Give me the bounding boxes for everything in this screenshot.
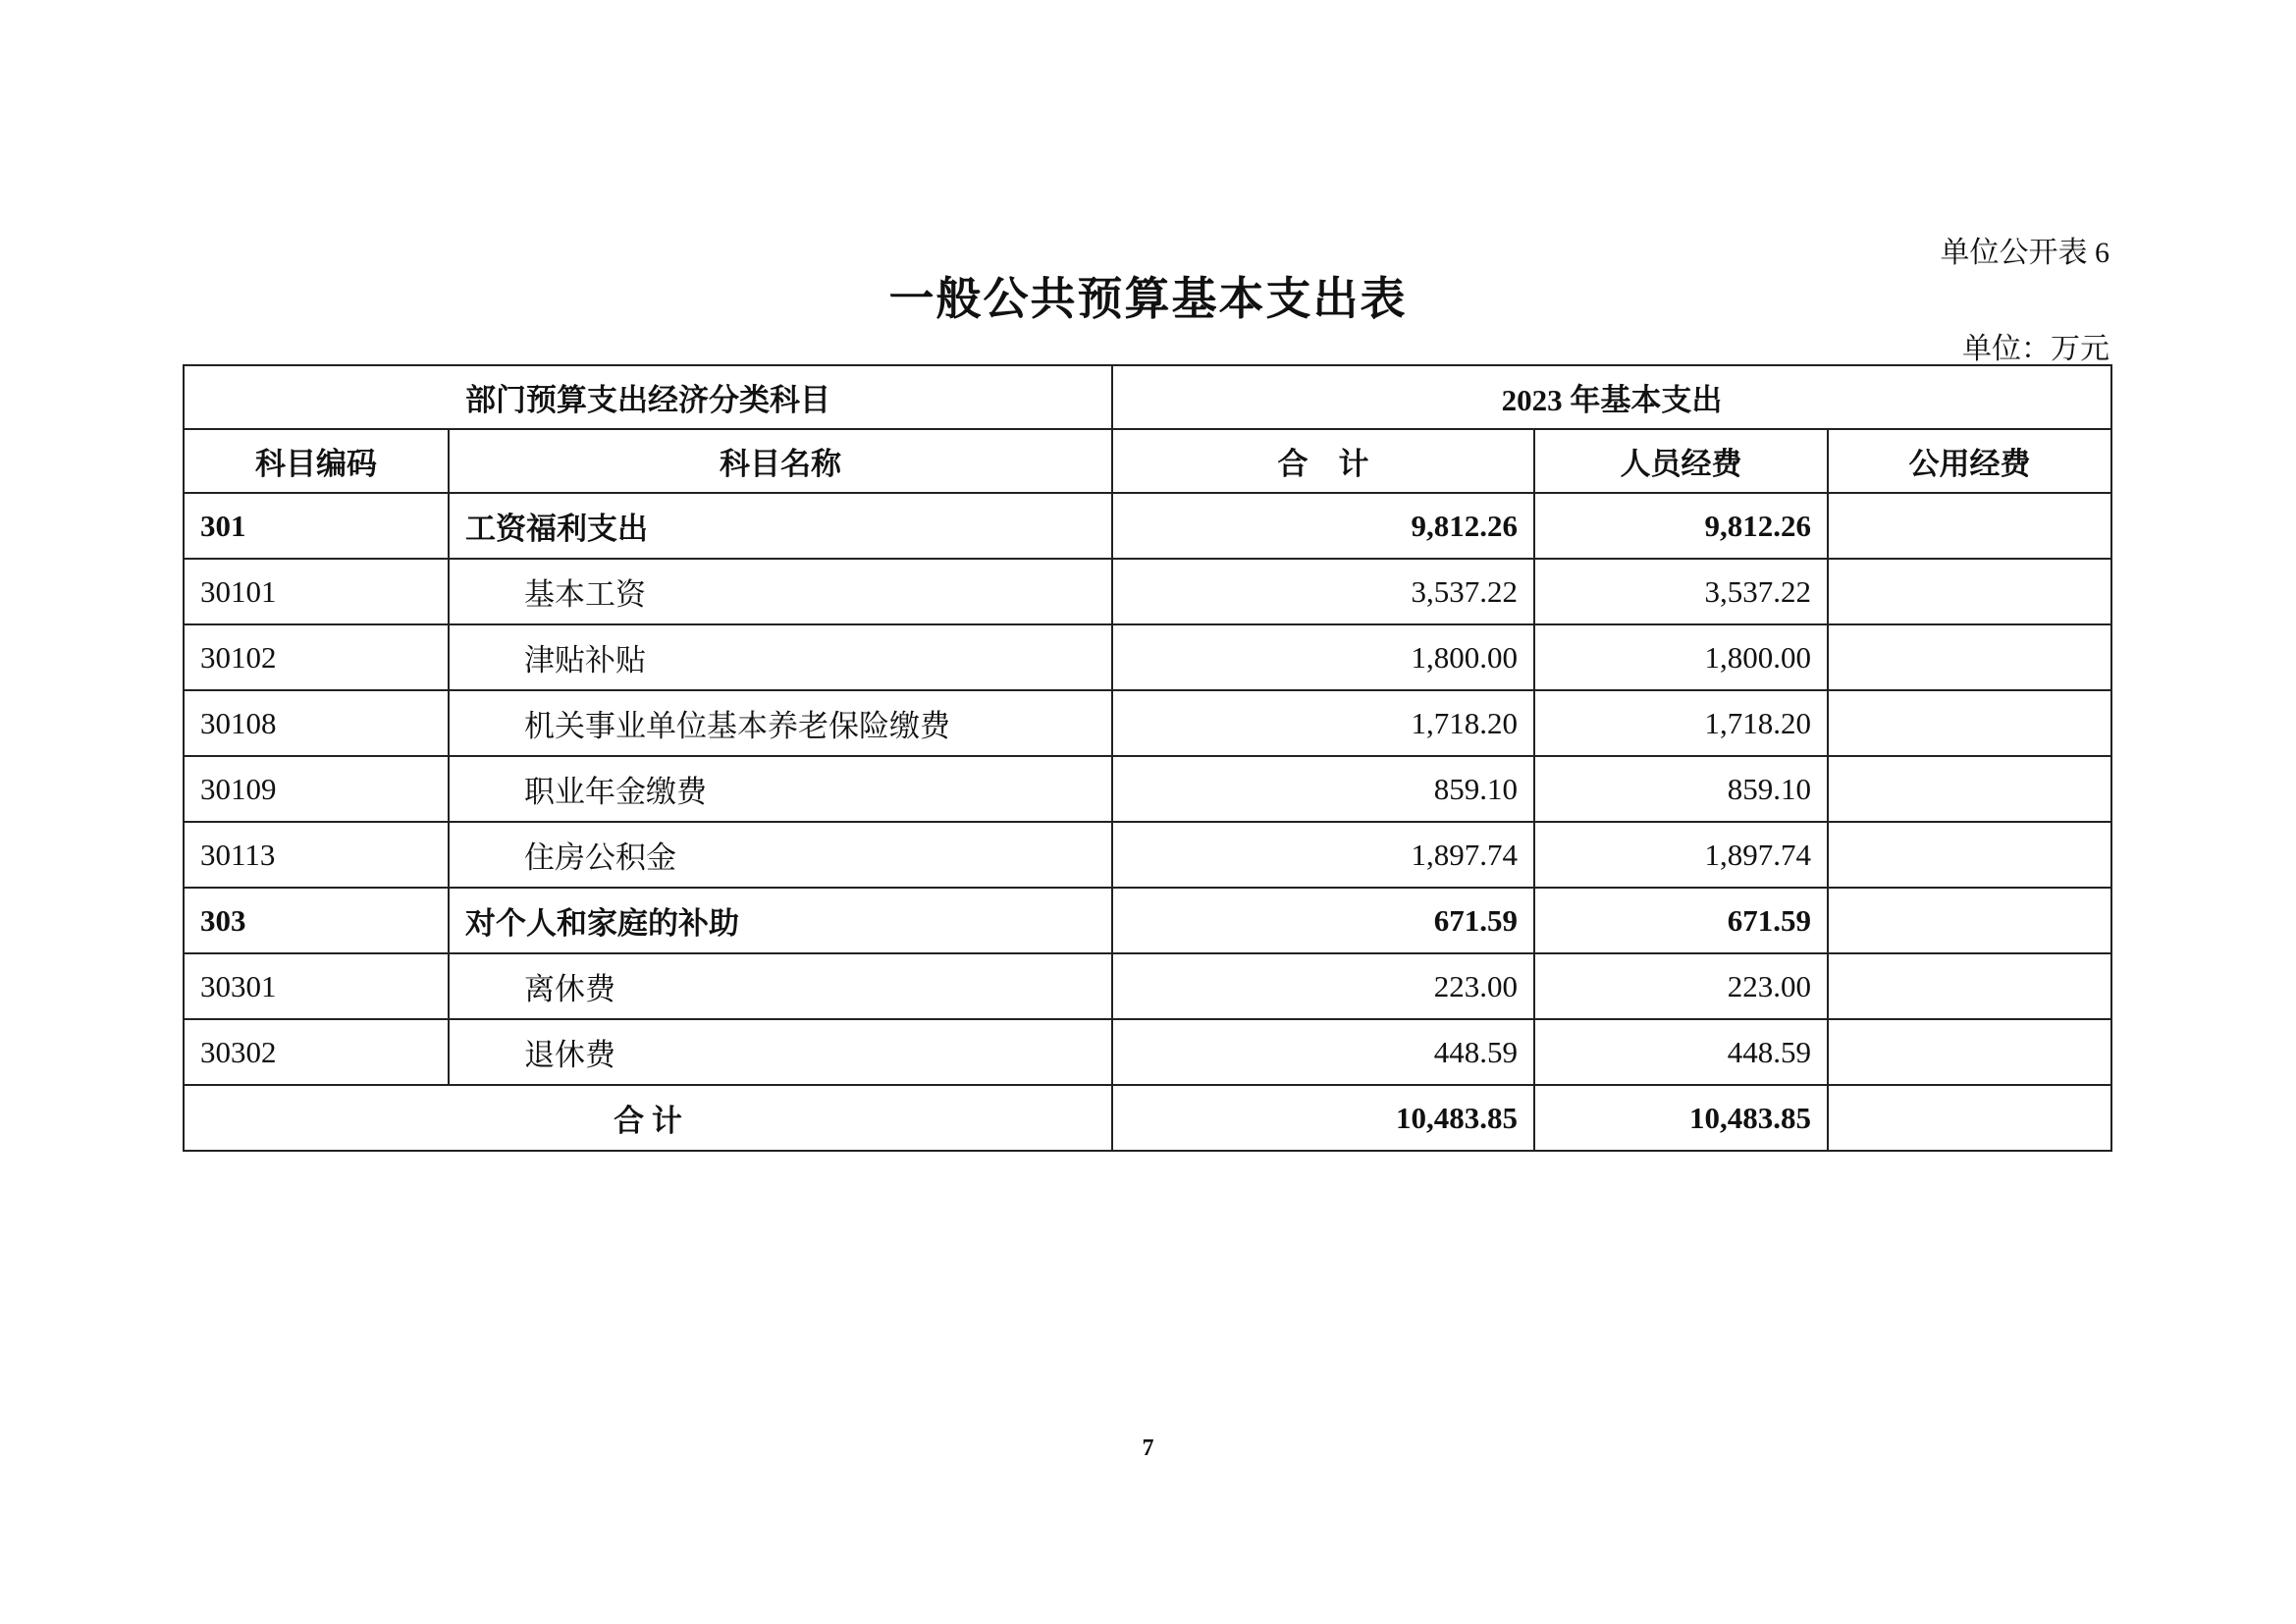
- row-code: 303: [184, 888, 449, 953]
- row-code: 301: [184, 493, 449, 559]
- table-row: [184, 493, 2111, 559]
- row-name: 离休费: [449, 953, 1112, 1019]
- header-group-left: 部门预算支出经济分类科目: [184, 365, 1112, 429]
- table-row: [184, 953, 2111, 1019]
- header-public: 公用经费: [1828, 429, 2111, 493]
- page-number: 7: [1142, 1435, 1154, 1461]
- row-code: 30101: [184, 559, 449, 624]
- row-public: [1828, 888, 2111, 953]
- header-group-right: 2023 年基本支出: [1112, 365, 2111, 429]
- row-name: 对个人和家庭的补助: [449, 888, 1112, 953]
- row-code: 30113: [184, 822, 449, 888]
- table-row: [184, 822, 2111, 888]
- row-name: 基本工资: [449, 559, 1112, 624]
- row-code: 30302: [184, 1019, 449, 1085]
- row-name: 住房公积金: [449, 822, 1112, 888]
- row-personnel: 223.00: [1534, 953, 1828, 1019]
- header-name: 科目名称: [449, 429, 1112, 493]
- row-personnel: 3,537.22: [1534, 559, 1828, 624]
- total-label: 合 计: [184, 1085, 1112, 1151]
- total-personnel: 10,483.85: [1534, 1085, 1828, 1151]
- row-personnel: 1,718.20: [1534, 690, 1828, 756]
- row-code: 30109: [184, 756, 449, 822]
- row-name: 工资福利支出: [449, 493, 1112, 559]
- table-row: [184, 624, 2111, 690]
- page-title: 一般公共预算基本支出表: [888, 274, 1408, 324]
- row-total: 1,800.00: [1112, 624, 1534, 690]
- row-name: 津贴补贴: [449, 624, 1112, 690]
- row-public: [1828, 559, 2111, 624]
- row-public: [1828, 953, 2111, 1019]
- total-sum: 10,483.85: [1112, 1085, 1534, 1151]
- row-personnel: 9,812.26: [1534, 493, 1828, 559]
- row-public: [1828, 756, 2111, 822]
- row-total: 671.59: [1112, 888, 1534, 953]
- row-total: 9,812.26: [1112, 493, 1534, 559]
- row-personnel: 671.59: [1534, 888, 1828, 953]
- header-personnel: 人员经费: [1534, 429, 1828, 493]
- row-total: 1,897.74: [1112, 822, 1534, 888]
- header-code: 科目编码: [184, 429, 449, 493]
- row-total: 3,537.22: [1112, 559, 1534, 624]
- row-code: 30102: [184, 624, 449, 690]
- row-total: 223.00: [1112, 953, 1534, 1019]
- table-label: 单位公开表 6: [1940, 237, 2109, 269]
- table-row: [184, 756, 2111, 822]
- total-row: [184, 1085, 2111, 1151]
- row-name: 机关事业单位基本养老保险缴费: [449, 690, 1112, 756]
- row-personnel: 859.10: [1534, 756, 1828, 822]
- budget-table: [183, 364, 2112, 1152]
- row-public: [1828, 1019, 2111, 1085]
- header-group-row: [184, 365, 2111, 429]
- header-total: 合 计: [1112, 429, 1534, 493]
- row-total: 859.10: [1112, 756, 1534, 822]
- row-total: 1,718.20: [1112, 690, 1534, 756]
- row-public: [1828, 624, 2111, 690]
- row-name: 职业年金缴费: [449, 756, 1112, 822]
- table-row: [184, 559, 2111, 624]
- table-row: [184, 690, 2111, 756]
- row-public: [1828, 690, 2111, 756]
- row-code: 30301: [184, 953, 449, 1019]
- row-public: [1828, 822, 2111, 888]
- table-row: [184, 888, 2111, 953]
- row-personnel: 448.59: [1534, 1019, 1828, 1085]
- unit-label: 单位：万元: [1962, 333, 2109, 365]
- row-public: [1828, 493, 2111, 559]
- row-personnel: 1,800.00: [1534, 624, 1828, 690]
- row-personnel: 1,897.74: [1534, 822, 1828, 888]
- table-row: [184, 1019, 2111, 1085]
- total-public: [1828, 1085, 2111, 1151]
- row-name: 退休费: [449, 1019, 1112, 1085]
- row-total: 448.59: [1112, 1019, 1534, 1085]
- header-column-row: [184, 429, 2111, 493]
- row-code: 30108: [184, 690, 449, 756]
